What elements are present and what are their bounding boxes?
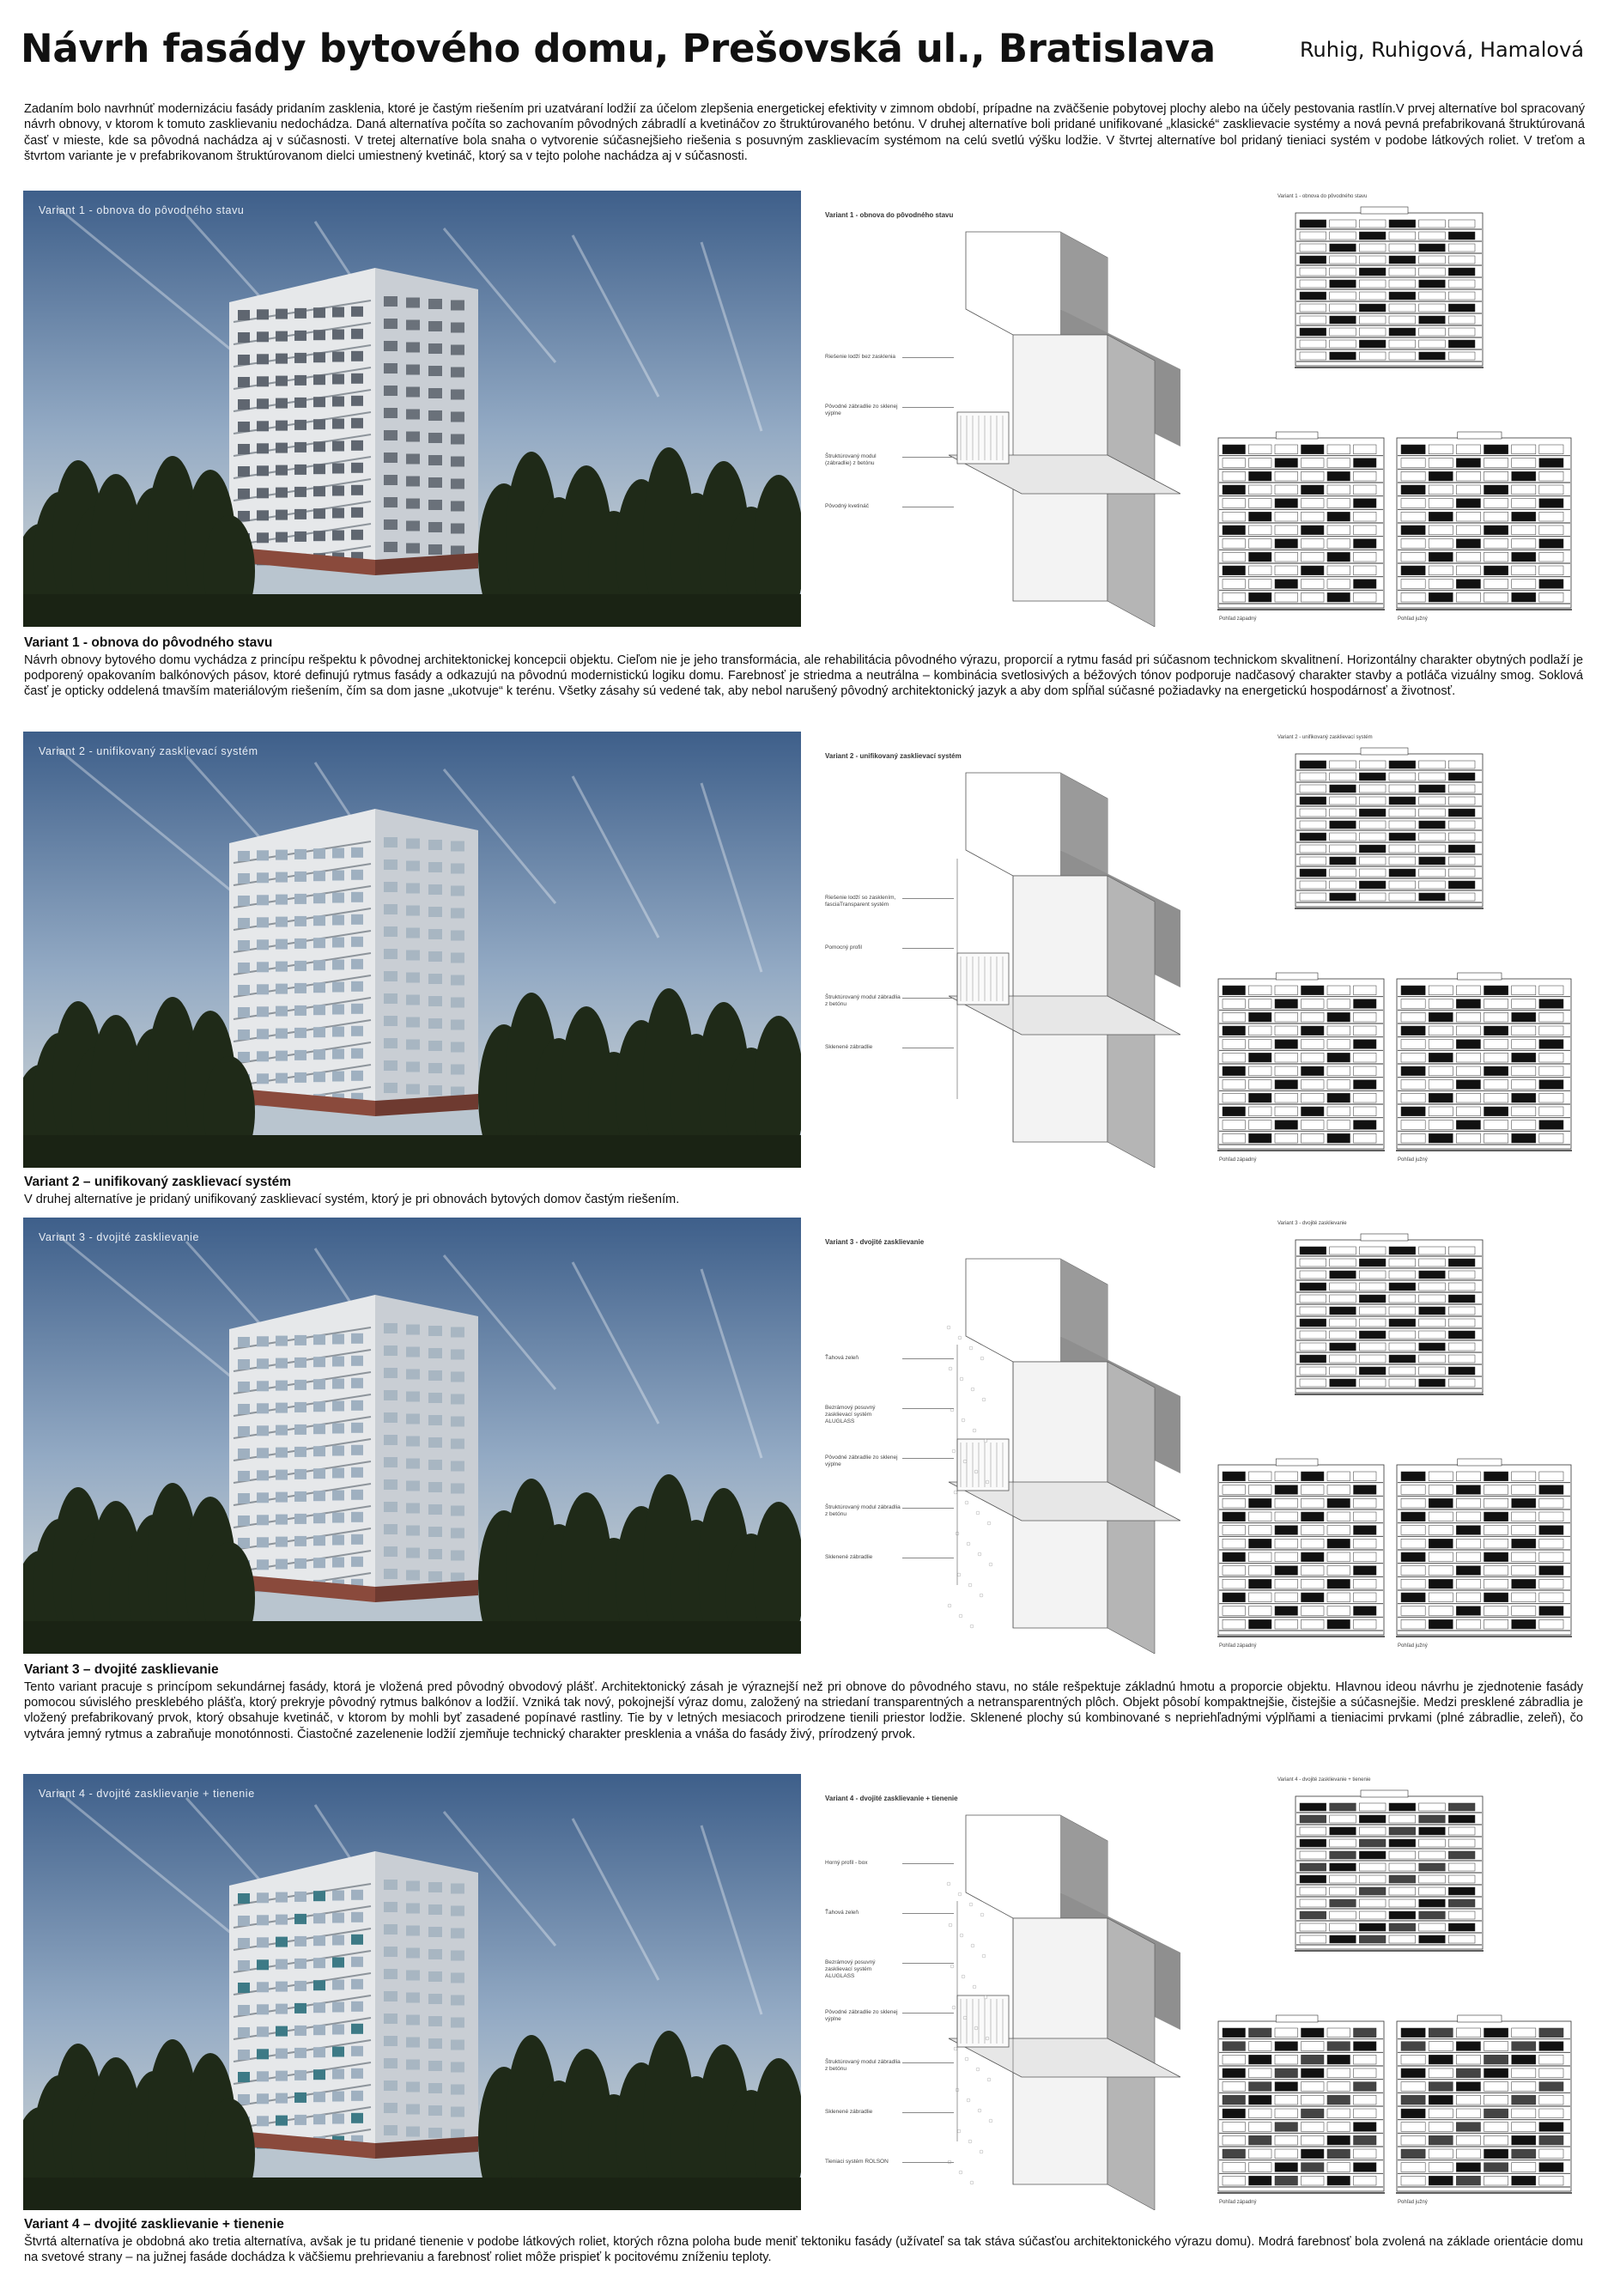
callout-line — [902, 1408, 954, 1409]
callout-note: Sklenené zábradlie — [825, 2109, 873, 2115]
callout-note: Pôvodné zábradlie zo sklenej výplne — [825, 1455, 898, 1467]
render-label: Variant 2 - unifikovaný zasklievací systém — [39, 745, 258, 757]
variant-description: V druhej alternatíve je pridaný unifikovaný zasklievací systém, ktorý je pri obnovách bytových domov častým riešením. — [24, 1193, 680, 1206]
elevation-title: Variant 4 - dvojité zasklievanie + tienenie — [1277, 1777, 1371, 1783]
variant-heading: Variant 1 - obnova do pôvodného stavu — [24, 635, 273, 650]
variant-render — [23, 1774, 801, 2210]
callout-line — [902, 1863, 954, 1864]
south-elevation — [1396, 431, 1572, 611]
authors: Ruhig, Ruhigová, Hamalová — [1299, 38, 1584, 62]
callout-note: Pôvodné zábradlie zo sklenej výplne — [825, 404, 898, 416]
callout-line — [902, 1508, 954, 1509]
elevation-title: Variant 1 - obnova do pôvodného stavu — [1277, 194, 1368, 199]
render-label: Variant 3 - dvojité zasklievanie — [39, 1231, 200, 1243]
render-label: Variant 4 - dvojité zasklievanie + tienenie — [39, 1788, 255, 1800]
elevation-label: Pohľad západný — [1219, 2200, 1257, 2205]
render-label: Variant 1 - obnova do pôvodného stavu — [39, 204, 245, 216]
variant-render — [23, 1218, 801, 1654]
axo-drawing — [897, 1781, 1180, 2210]
variant-description: Tento variant pracuje s princípom sekundárnej fasády, ktorá je vložená pred pôvodný obvodový plášť. Architektonický zásah je výraznejší než pri obnove do pôvodného stavu, no stále rešpektuje základnú hmotu a proporcie objektu. Hlavnou ideou návrhu je zjednotenie fasády pomocou súvislého presklebého plášťa, ktorý prekryje pôvodný rytmus balkónov a lodžií. Vzniká tak nový, pokojnejší výraz domu, založený na striedaní transparentných a netransparentných plôch. Objekt pôsobí kompaktnejšie, čistejšie a súčasnejšie. Medzi presklené zábradlia je vložený prefabrikovaný prvok, ktorý obsahuje kvetináč, v ktorom by mohli byť zasadené popínavé rastliny. Tie by v letných mesiacoch prirodzene tienili priestor lodžie. Sklenené plochy sú kombinované s nepriehľadnými výplňami a tieniacimi prvkami (plné zábradlie, zeleň), čo vytvára jemný rytmus a zabraňuje monotónnosti. Čiastočné zazelenenie lodžií zjemňuje technický charakter presklenia a vnáša do fasády živý, prírodzený prvok. — [24, 1680, 1583, 1741]
elevation-title: Variant 2 - unifikovaný zasklievací systém — [1277, 735, 1373, 740]
variant-heading: Variant 2 – unifikovaný zasklievací systém — [24, 1175, 292, 1189]
callout-note: Riešenie lodží so zasklením, fasciaTransparent systém — [825, 895, 896, 908]
south-elevation — [1396, 2014, 1572, 2195]
west-elevation — [1217, 431, 1385, 611]
callout-line — [902, 998, 954, 999]
building-render-image — [23, 732, 801, 1168]
axo-title: Variant 4 - dvojité zasklievanie + tienenie — [825, 1795, 958, 1802]
axo-title: Variant 3 - dvojité zasklievanie — [825, 1238, 925, 1246]
axo-title: Variant 2 - unifikovaný zasklievací systém — [825, 752, 962, 760]
elevation-label: Pohľad západný — [1219, 617, 1257, 622]
perspective-elevation — [1295, 747, 1484, 910]
callout-line — [902, 407, 954, 408]
callout-line — [902, 948, 954, 949]
callout-note: Štruktúrovaný modul zábradlia z betónu — [825, 994, 901, 1007]
callout-line — [902, 2112, 954, 2113]
callout-note: Ťahová zeleň — [825, 1355, 859, 1361]
axo-drawing — [897, 197, 1180, 627]
callout-line — [902, 1358, 954, 1359]
callout-note: Bezrámový posuvný zasklievací systém ALUGLASS — [825, 1959, 876, 1979]
axonometric-detail — [820, 1774, 1180, 2210]
callout-note: Sklenené zábradlie — [825, 1554, 873, 1560]
callout-note: Horný profil - box — [825, 1860, 868, 1866]
callout-line — [902, 1913, 954, 1914]
building-render-image — [23, 1218, 801, 1654]
elevation-label: Pohľad južný — [1398, 1157, 1428, 1163]
elevation-label: Pohľad západný — [1219, 1157, 1257, 1163]
elevation-label: Pohľad južný — [1398, 1643, 1428, 1649]
callout-line — [902, 898, 954, 899]
callout-line — [902, 2162, 954, 2163]
west-elevation — [1217, 2014, 1385, 2195]
callout-note: Riešenie lodží bez zasklenia — [825, 354, 896, 360]
callout-line — [902, 2013, 954, 2014]
perspective-elevation — [1295, 206, 1484, 369]
axonometric-detail — [820, 1218, 1180, 1654]
variant-heading: Variant 3 – dvojité zasklievanie — [24, 1662, 219, 1677]
callout-line — [902, 357, 954, 358]
perspective-elevation — [1295, 1233, 1484, 1396]
callout-line — [902, 1458, 954, 1459]
callout-line — [902, 1963, 954, 1964]
callout-line — [902, 2062, 954, 2063]
elevation-label: Pohľad západný — [1219, 1643, 1257, 1649]
callout-note: Štruktúrovaný modul (zábradlie) z betónu — [825, 453, 877, 466]
elevation-title: Variant 3 - dvojité zasklievanie — [1277, 1221, 1347, 1226]
south-elevation — [1396, 972, 1572, 1152]
callout-note: Štruktúrovaný modul zábradlia z betónu — [825, 1504, 901, 1517]
west-elevation — [1217, 1458, 1385, 1638]
axo-drawing — [897, 738, 1180, 1168]
perspective-elevation — [1295, 1789, 1484, 1953]
south-elevation — [1396, 1458, 1572, 1638]
elevation-label: Pohľad južný — [1398, 617, 1428, 622]
variant-render — [23, 732, 801, 1168]
callout-note: Pôvodné zábradlie zo sklenej výplne — [825, 2009, 898, 2022]
variant-description: Návrh obnovy bytového domu vychádza z princípu rešpektu k pôvodnej architektonickej koncepcii objektu. Cieľom nie je jeho transformácia, ale rehabilitácia pôvodného výrazu, proporcií a rytmu fasád pri súčasnom technickom skvalitnení. Horizontálny charakter obytných podlaží je podporený opakovaním balkónových pásov, ktoré definujú rytmus fasády a odkazujú na pôvodnú modernistickú logiku domu. Farebnosť je striedma a neutrálna – kombinácia svetlosivých a béžových tónov podporuje nadčasový charakter stavby a potláča vizuálny smog. Soklová časť je opticky oddelená tmavším materiálovým riešením, čím sa dom jasne „ukotvuje“ k terénu. Všetky zásahy sú vedené tak, aby nebol narušený pôvodný architektonický jazyk a aby dom spĺňal súčasné požiadavky na energetickú hospodárnosť a životnosť. — [24, 653, 1583, 699]
variant-heading: Variant 4 – dvojité zasklievanie + tienenie — [24, 2217, 284, 2232]
callout-note: Sklenené zábradlie — [825, 1044, 873, 1050]
callout-line — [902, 457, 954, 458]
callout-note: Pomocný profil — [825, 945, 862, 951]
building-render-image — [23, 191, 801, 627]
callout-note: Bezrámový posuvný zasklievací systém ALUGLASS — [825, 1405, 876, 1424]
variant-render — [23, 191, 801, 627]
west-elevation — [1217, 972, 1385, 1152]
callout-note: Tieniaci systém ROLSON — [825, 2159, 889, 2165]
elevation-label: Pohľad južný — [1398, 2200, 1428, 2205]
callout-note: Štruktúrovaný modul zábradlia z betónu — [825, 2059, 901, 2072]
callout-note: Ťahová zeleň — [825, 1910, 859, 1916]
variant-description: Štvrtá alternatíva je obdobná ako tretia alternatíva, avšak je tu pridané tienenie v podobe látkových roliet, ktorých rôzna poloha bude meniť tektoniku fasády (užívateľ sa tak stáva súčasťou architektonického výrazu domu). Modrá farebnosť bola zvolená na základe orientácie domu na svetové strany – na južnej fasáde dochádza k väčšiemu prehrievaniu a farebnosť roliet môže prispieť k pocitovému zníženiu teploty. — [24, 2235, 1583, 2265]
page-title: Návrh fasády bytového domu, Prešovská ul., Bratislava — [21, 26, 1216, 71]
axo-title: Variant 1 - obnova do pôvodného stavu — [825, 211, 954, 219]
axonometric-detail — [820, 191, 1180, 627]
axo-drawing — [897, 1224, 1180, 1654]
callout-note: Pôvodný kvetináč — [825, 503, 869, 509]
axonometric-detail — [820, 732, 1180, 1168]
intro-paragraph: Zadaním bolo navrhnúť modernizáciu fasády pridaním zasklenia, ktoré je častým riešením pri uzatváraní lodžií za účelom zlepšenia energetickej efektivity v zimnom období, prípadne na zväčšenie pobytovej plochy alebo na účely pestovania rastlín.V prvej alternatíve bol spracovaný návrh obnovy, v ktorom k tomuto zasklievaniu nedochádza. Daná alternatíva počíta so zachovaním pôvodných zábradlí a kvetináčov zo štruktúrovaného betónu. V druhej alternatíve boli pridané unifikované „klasické“ zasklievacie systémy a nová pevná prefabrikovaná štruktúrovaná časť v mieste, kde sa pôvodná nachádza aj v súčasnosti. V tretej alternatíve bola snaha o vytvorenie súčasnejšieho riešenia s posuvným zasklievacím systémom na celú svetlú výšku lodžie. V štvrtej alternatíve bol pridaný tieniaci systém v podobe látkových roliet. V treťom a štvrtom variante je v prefabrikovanom štruktúrovanom dielci umiestnený kvetináč, ktorý sa v tejto polohe nachádza aj v súčasnosti. — [24, 102, 1585, 163]
building-render-image — [23, 1774, 801, 2210]
